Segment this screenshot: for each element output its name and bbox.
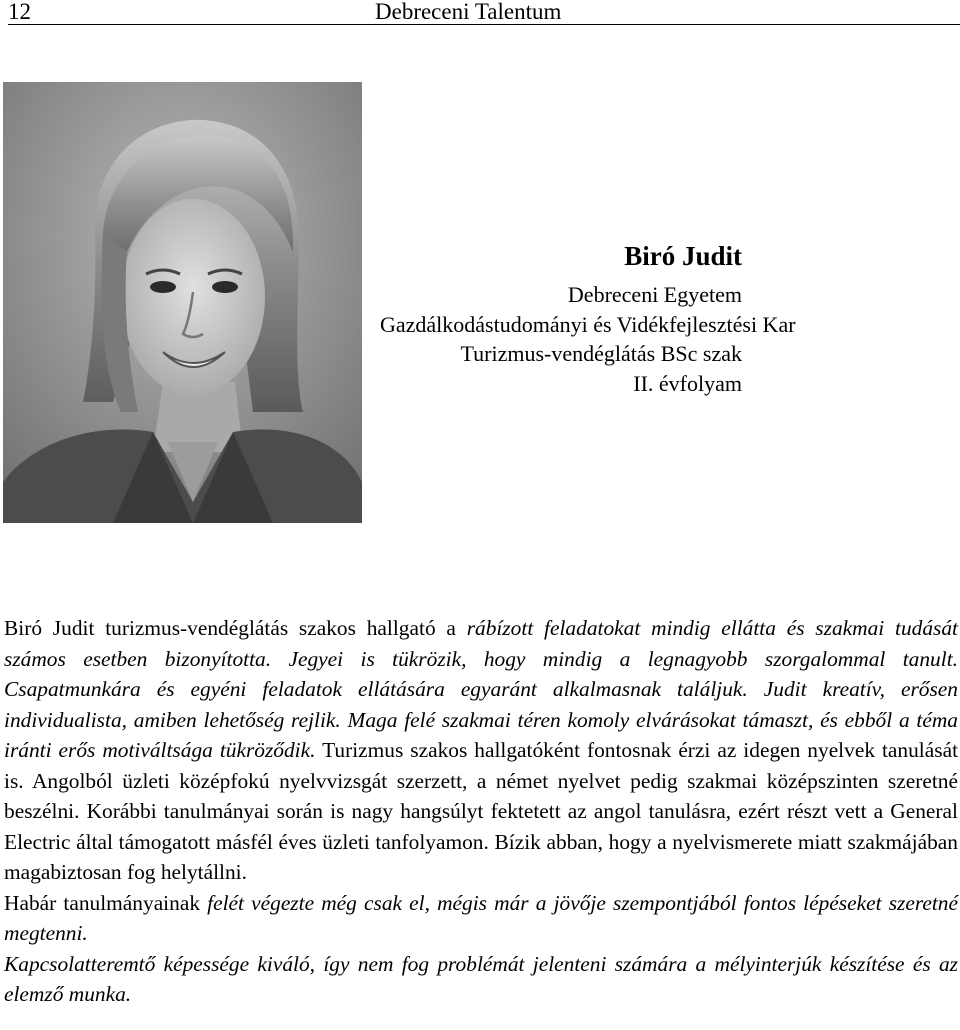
bio-segment: Habár tanulmányainak: [4, 890, 208, 915]
bio-segment: Turizmus szakos hallgatóként fontosnak érzi az idegen nyelvek tanulását is. Angolból üzleti középfokú nyelvvizsgát szerzett, a német nyelvet pedig szakmai középszinten szeretné beszélni. Korábbi tanulmányai során is nagy hangsúlyt fektetett az angol tanulásra, ezért részt vett a General Electric által támogatott másfél éves üzleti tanfolyamon. Bízik abban, hogy a nyelvismerete miatt szakmájában magabiztosan fog helytállni.: [4, 738, 959, 884]
bio-segment: Biró Judit turizmus-vendéglátás szakos hallgató a: [4, 616, 467, 640]
university-line: Debreceni Egyetem: [567, 282, 742, 307]
faculty-line: Gazdálkodástudományi és Vidékfejlesztési Kar: [380, 311, 796, 337]
biography-text: [4, 613, 958, 1010]
page-header: [8, 0, 960, 25]
page-number: 12: [8, 0, 31, 24]
portrait-photo: [3, 82, 362, 523]
profile-info: [380, 240, 796, 398]
bio-segment-italic: rábízott feladatokat mindig ellátta és szakmai tudását számos esetben bizonyította. Jegyei is tükrözik, hogy mindig a legnagyobb szorgalommal tanult. Csapatmunkára és egyéni feladatok ellátására egyaránt alkalmasnak találjuk. Judit kreatív, erősen individualista, amiben lehetőség rejlik. Maga felé szakmai téren komoly elvárásokat támaszt, és ebből a téma iránti erős motiváltsága tükröződik.: [4, 616, 959, 762]
year-line: II. évfolyam: [633, 370, 742, 396]
bio-paragraph: [4, 949, 958, 1010]
publication-title: Debreceni Talentum: [375, 0, 562, 24]
program-line: Turizmus-vendéglátás BSc szak: [460, 341, 742, 366]
student-name: Biró Judit: [624, 241, 742, 271]
portrait-illustration: [3, 82, 362, 523]
bio-segment-italic: felét végezte még csak el, mégis már a jövője szempontjából fontos lépéseket szeretné megtenni.: [4, 890, 958, 945]
bio-paragraph: [4, 888, 958, 949]
bio-paragraph: [4, 613, 958, 888]
bio-segment-italic: Kapcsolatteremtő képessége kiváló, így nem fog problémát jelenteni számára a mélyinterjúk készítése és az elemző munka.: [4, 951, 958, 1006]
